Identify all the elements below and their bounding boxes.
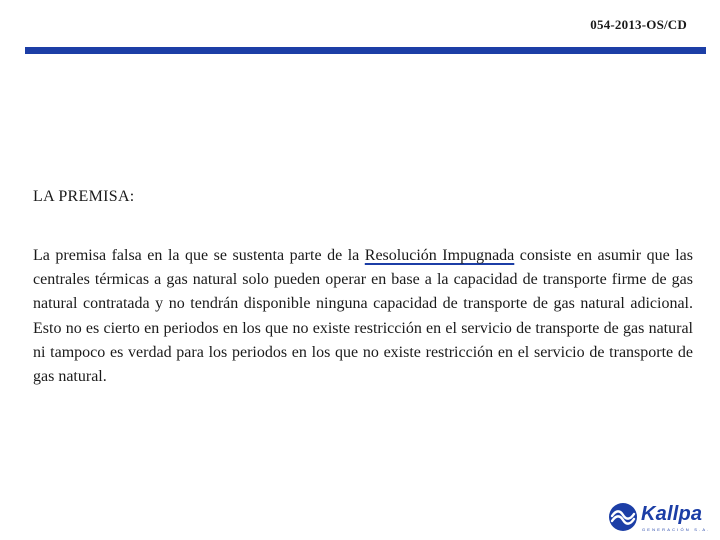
- logo-wordmark: Kallpa: [641, 503, 703, 525]
- highlighted-term: Resolución Impugnada: [364, 247, 515, 264]
- logo-subtitle: GENERACIÓN S.A.: [642, 527, 711, 532]
- body-paragraph: [33, 244, 693, 389]
- section-heading: LA PREMISA:: [33, 188, 135, 205]
- kallpa-wave-icon: [608, 502, 638, 532]
- company-logo: [608, 500, 714, 538]
- paragraph-text-start: La premisa falsa en la que se sustenta parte de la: [33, 247, 365, 264]
- paragraph-text-end: consiste en asumir que las centrales térmicas a gas natural solo pueden operar en base a la capacidad de transporte firme de gas natural contratada y no tendrán disponible ninguna capacidad de transporte de gas natural adicional. Esto no es cierto en periodos en los que no existe restricción en el servicio de transporte de gas natural ni tampoco es verdad para los periodos en los que no existe restricción en el servicio de transporte de gas natural.: [33, 247, 693, 386]
- document-id: 054-2013-OS/CD: [590, 17, 687, 32]
- header-divider-bar: [25, 47, 706, 54]
